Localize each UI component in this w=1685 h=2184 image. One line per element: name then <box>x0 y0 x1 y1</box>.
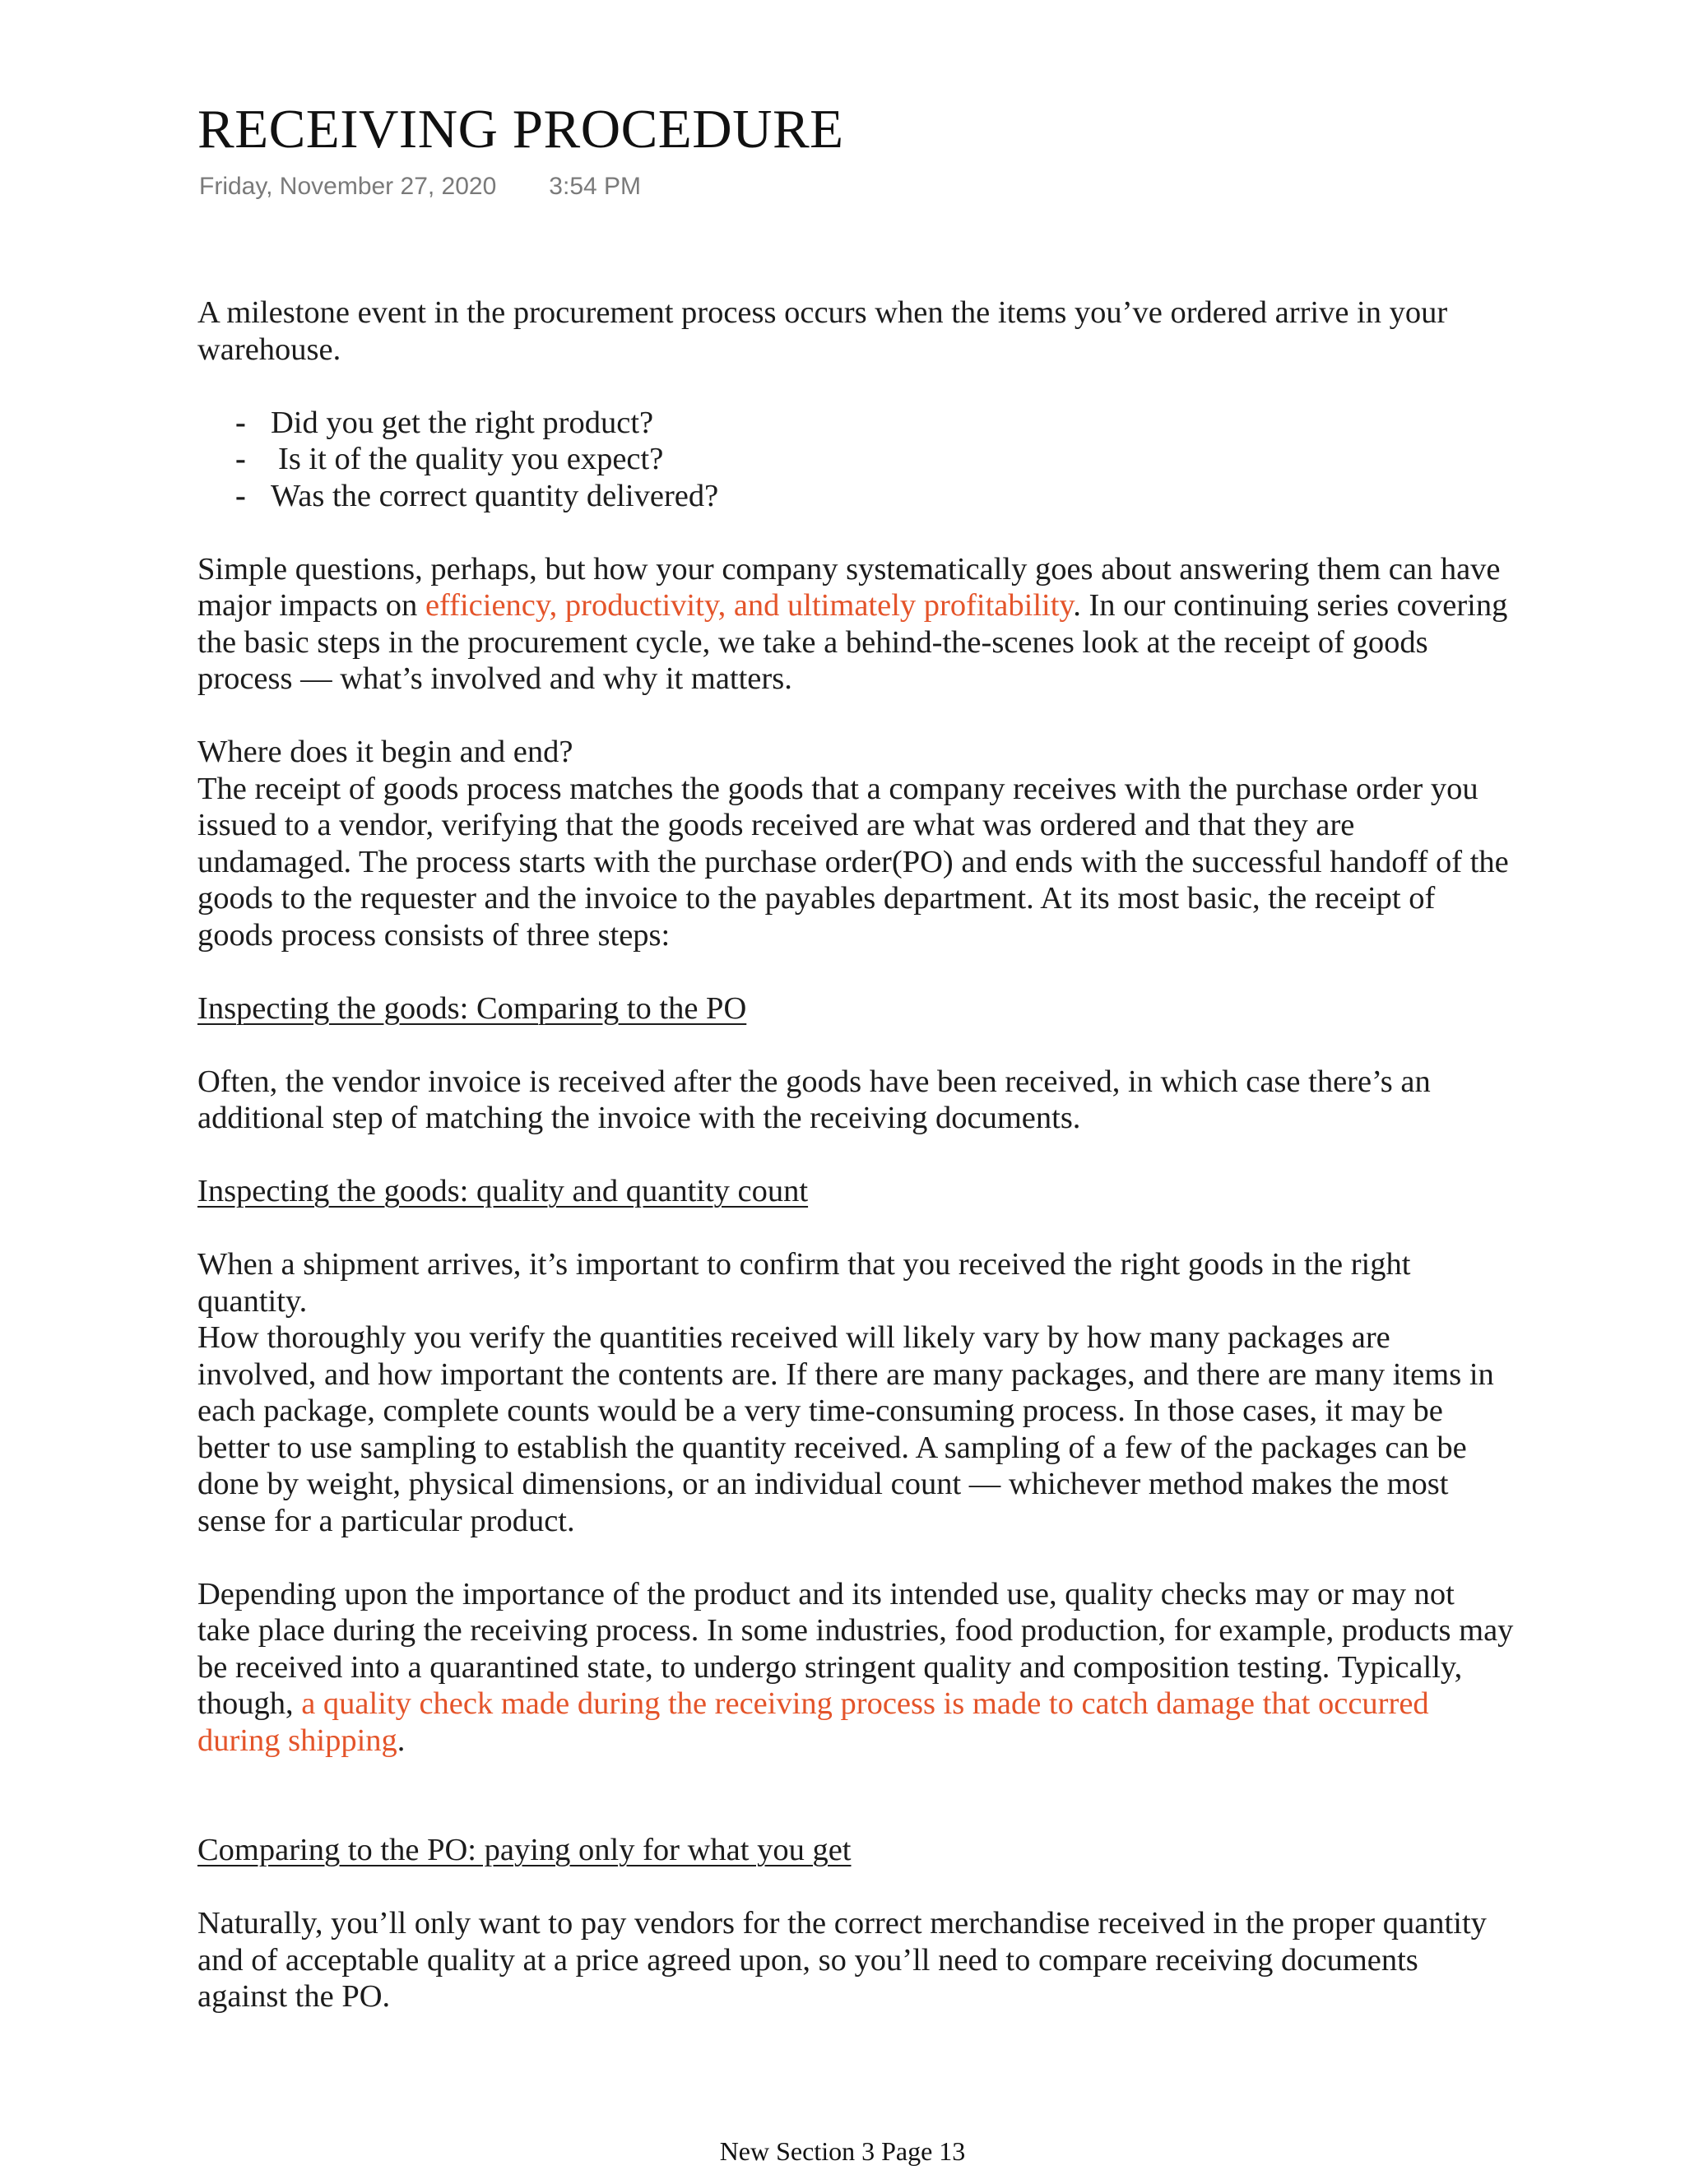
question-list <box>197 405 1514 515</box>
shipment-paragraph: When a shipment arrives, it’s important to confirm that you received the right goods in the right quantity. <box>197 1247 1411 1319</box>
where-question: Where does it begin and end? <box>197 735 573 769</box>
list-item: - Was the correct quantity delivered? <box>235 478 1514 515</box>
sampling-paragraph: How thoroughly you verify the quantities received will likely vary by how many packages are involved, and how important the contents are. If there are many packages, and there are many items in each package, complete counts would be a very time-consuming process. In those cases, it may be better to use sampling to establish the quantity received. A sampling of a few of the packages can be done by weight, physical dimensions, or an individual count — whichever method makes the most sense for a particular product. <box>197 1320 1494 1538</box>
page-timestamp <box>199 170 641 203</box>
page-time: 3:54 PM <box>549 173 642 200</box>
intro-paragraph: A milestone event in the procurement process occurs when the items you’ve ordered arrive in your warehouse. <box>197 295 1448 367</box>
page-footer: New Section 3 Page 13 <box>719 2136 966 2166</box>
section-heading: Inspecting the goods: quality and quantity count <box>197 1174 809 1208</box>
document-body <box>197 294 1514 2015</box>
section-heading: Comparing to the PO: paying only for what you get <box>197 1833 852 1867</box>
section-heading: Inspecting the goods: Comparing to the PO <box>197 990 747 1026</box>
list-item: - Did you get the right product? <box>235 405 1514 442</box>
page-title: RECEIVING PROCEDURE <box>197 99 844 160</box>
quality-paragraph: Depending upon the importance of the product and its intended use, quality checks may or may not take place during the receiving process. In some industries, food production, for example, products may be received into a quarantined state, to undergo stringent quality and composition testing. Typically, though, a quality check made during the receiving process is made to catch damage that occurred during shipping. <box>197 1576 1514 1758</box>
invoice-paragraph: Often, the vendor invoice is received after the goods have been received, in which case there’s an additional step of matching the invoice with the receiving documents. <box>197 1064 1431 1135</box>
list-item: - Is it of the quality you expect? <box>235 441 1514 478</box>
highlighted-text: a quality check made during the receiving process is made to catch damage that occurred during shipping <box>197 1686 1429 1758</box>
payment-paragraph: Naturally, you’ll only want to pay vendors for the correct merchandise received in the proper quantity and of acceptable quality at a price agreed upon, so you’ll need to compare receiving documents against the PO. <box>197 1906 1487 2014</box>
highlighted-text: efficiency, productivity, and ultimately profitability <box>425 588 1074 623</box>
process-paragraph: The receipt of goods process matches the goods that a company receives with the purchase order you issued to a vendor, verifying that the goods received are what was ordered and that they are undamaged. The process starts with the purchase order(PO) and ends with the successful handoff of the goods to the requester and the invoice to the payables department. At its most basic, the receipt of goods process consists of three steps: <box>197 771 1509 953</box>
impacts-paragraph: Simple questions, perhaps, but how your company systematically goes about answering them can have major impacts on efficiency, productivity, and ultimately profitability. In our continuing series covering the basic steps in the procurement cycle, we take a behind-the-scenes look at the receipt of goods process — what’s involved and why it matters. <box>197 551 1508 696</box>
page-date: Friday, November 27, 2020 <box>199 173 497 200</box>
